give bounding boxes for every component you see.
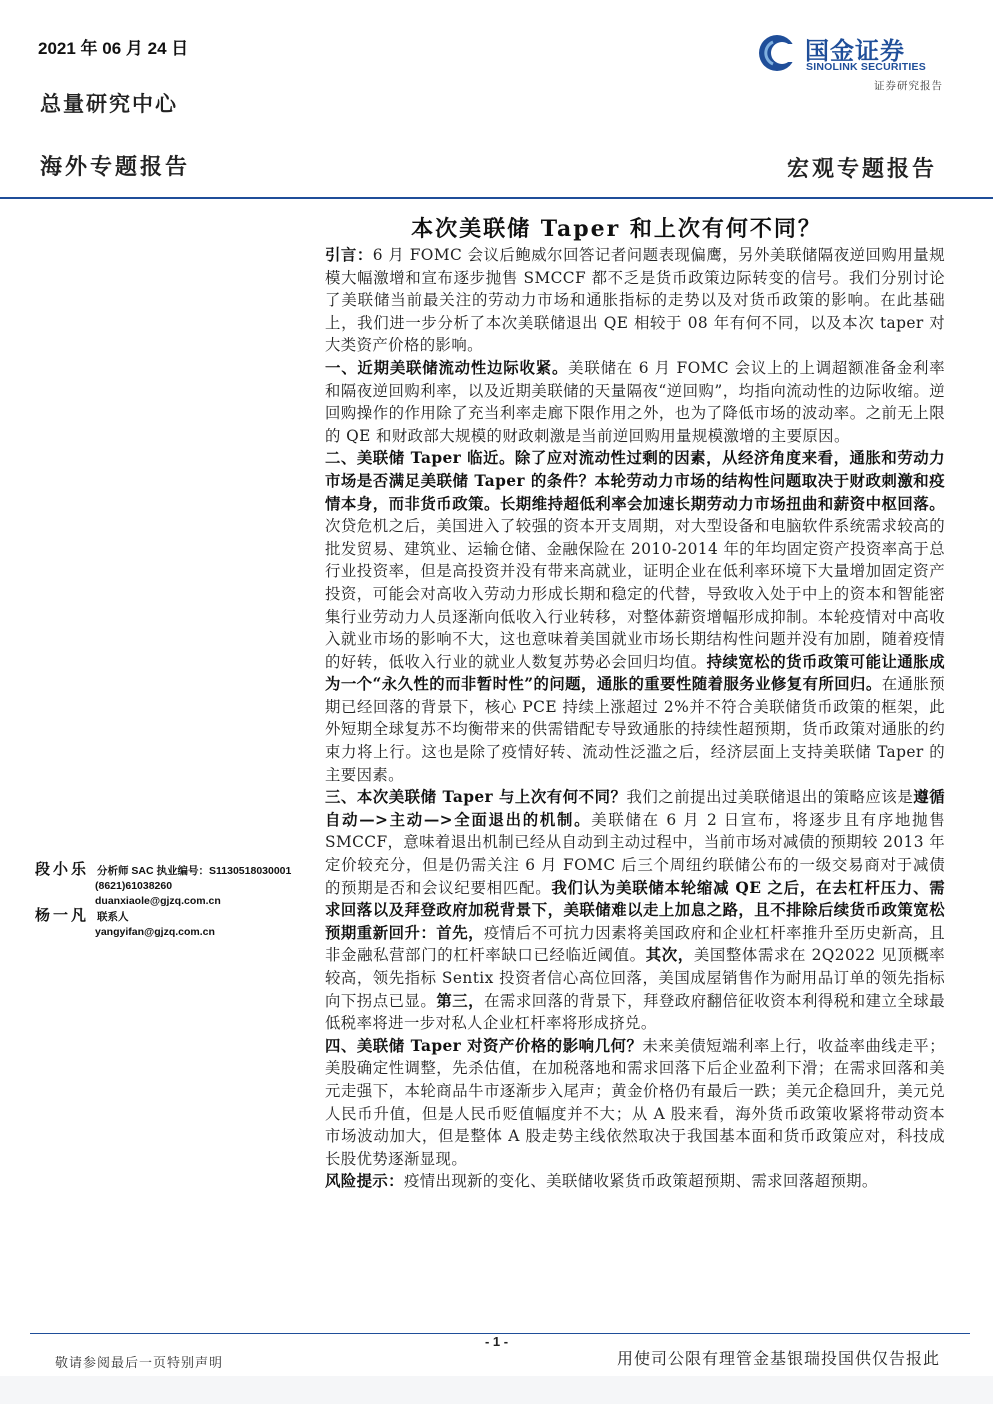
text-run: 6 月 FOMC 会议后鲍威尔回答记者问题表现偏鹰，另外美联储隔夜逆回购用量规模大幅激增和宣布逐步抛售 SMCCF 都不乏是货币政策边际转变的信号。我们分别讨论了美联储当前最关注的劳动力市场和通胀指标的走势以及对货币政策的影响。在此基础上，我们进一步分析了本次美联储退出 QE 相较于 08 年有何不同，以及本次 taper 对大类资产价格的影响。 [325, 246, 946, 355]
disclaimer-note: 敬请参阅最后一页特别声明 [55, 1356, 224, 1371]
research-center-name: 总量研究中心 [40, 91, 178, 116]
body-paragraph [325, 447, 945, 786]
footer-band [0, 1376, 993, 1404]
left-report-type: 海外专题报告 [40, 154, 191, 180]
bold-text-run: 四、美联储 Taper 对资产价格的影响几何？ [325, 1036, 643, 1055]
text-run: 疫情出现新的变化、美联储收紧货币政策超预期、需求回落超预期。 [403, 1172, 878, 1191]
report-date: 2021 年 06 月 24 日 [38, 39, 189, 58]
analyst-name: 段小乐 [35, 860, 90, 878]
analyst-email[interactable]: duanxiaole@gjzq.com.cn [95, 895, 221, 907]
logo-chinese-name: 国金证券 [805, 37, 905, 65]
page-number: - 1 - [484, 1334, 509, 1349]
contact-name: 杨一凡 [35, 906, 90, 924]
text-run: 疫情后不可抗力因素将美国政府和企业杠杆率推升至历史新高，且非金融私营部门的杠杆率缺口已经临近阈值。 [325, 923, 945, 965]
text-run: 美国整体需求在 2Q2022 见顶概率较高，领先指标 Sentix 投资者信心高位回落，美国成屋销售作为耐用品订单的领先指标向下拐点已显。 [325, 946, 945, 1010]
report-title: 本次美联储 Taper 和上次有何不同？ [411, 216, 822, 242]
footer-watermark-text: 用使司公限有理管金基银瑞投国供仅告报此 [617, 1349, 941, 1368]
text-run: 在需求回落的背景下，拜登政府翻倍征收资本利得税和建立全球最低税率将进一步对私人企业杠杆率将形成挤兑。 [325, 991, 945, 1033]
bold-text-run: 我们认为美联储本轮缩减 QE 之后，在去杠杆压力、需求回落以及拜登政府加税背景下，美联储难以走上加息之路，且不排除后续货币政策宽松预期重新回升：首先， [325, 878, 945, 942]
bold-text-run: 风险提示： [325, 1172, 404, 1191]
text-run: 我们之前提出过美联储退出的策略应该是 [626, 788, 914, 807]
logo-subtitle: 证券研究报告 [874, 80, 943, 92]
bold-text-run: 第三， [436, 991, 485, 1010]
text-run: 在通胀预期已经回落的背景下，核心 PCE 持续上涨超过 2%并不符合美联储货币政策的框架，此外短期全球复苏不均衡带来的供需错配专导致通胀的持续性超预期，货币政策对通胀的约束力将上行。这也是除了疫情好转、流动性泛滥之后，经济层面上支持美联储 Taper 的主要因素。 [325, 675, 945, 784]
contact-email[interactable]: yangyifan@gjzq.com.cn [95, 926, 215, 938]
contact-block [35, 904, 215, 940]
text-run: 次贷危机之后，美国进入了较强的资本开支周期，对大型设备和电脑软件系统需求较高的批发贸易、建筑业、运输仓储、金融保险在 2010-2014 年的年均固定资产投资率高于总行业投资率，但是高投资并没有带来高就业，证明企业在低利率环境下大量增加固定资产投资，可能会对高收入劳动力形成长期和稳定的代替，导致收入处于中上的资本和智能密集行业劳动力人员逐渐向低收入行业转移，对整体薪资增幅形成抑制。本轮疫情对中高收入就业市场的影响不大，这也意味着美国就业市场长期结构性问题并没有加剧，随着疫情的好转，低收入行业的就业人数复苏势必会回归均值。 [325, 517, 945, 671]
bold-text-run: 一、近期美联储流动性边际收紧。 [325, 358, 569, 377]
analyst-phone: (8621)61038260 [95, 880, 173, 892]
bold-text-run: 三、本次美联储 Taper 与上次有何不同？ [325, 788, 627, 807]
text-run: 未来美债短端利率上行，收益率曲线走平；美股确定性调整，先杀估值，在加税落地和需求回落下后企业盈利下滑；在需求回落和美元走强下，本轮商品牛市逐渐步入尾声；黄金价格仍有最后一跌；美元企稳回升，美元兑人民币升值，但是人民币贬值幅度并不大；从 A 股来看，海外货币政策收紧将带动资本市场波动加大，但是整体 A 股走势主线依然取决于我国基本面和货币政策应对，科技成长股优势逐渐显现。 [325, 1036, 945, 1168]
report-body [325, 244, 945, 1193]
body-paragraph [325, 357, 945, 447]
logo-english-name: SINOLINK SECURITIES [806, 61, 926, 73]
bold-text-run: 遵循自动—>主动—>全面退出的机制。 [325, 788, 945, 829]
right-report-type: 宏观专题报告 [786, 156, 937, 182]
analyst-block [35, 858, 291, 909]
bold-text-run: 引言： [325, 246, 373, 264]
contact-role: 联系人 [97, 911, 129, 923]
bold-text-run: 二、美联储 Taper 临近。除了应对流动性过剩的因素，从经济角度来看，通胀和劳动力市场是否满足美联储 Taper 的条件？本轮劳动力市场的结构性问题取决于财政刺激和疫情本身，而非货币政策。长期维持超低利率会加速长期劳动力市场扭曲和薪资中枢回落。 [325, 449, 945, 513]
header-divider [0, 197, 993, 199]
bold-text-run: 其次， [645, 946, 694, 965]
body-paragraph [325, 1170, 945, 1193]
body-paragraph [325, 786, 945, 1035]
body-paragraph [325, 244, 945, 357]
bold-text-run: 持续宽松的货币政策可能让通胀成为一个“永久性的而非暂时性”的问题，通胀的重要性随着服务业修复有所回归。 [325, 652, 945, 694]
text-run: 美联储在 6 月 FOMC 会议上的上调超额准备金利率和隔夜逆回购利率，以及近期美联储的天量隔夜“逆回购”，均指向流动性的边际收缩。逆回购操作的作用除了充当利率走廊下限作用之外，也为了降低市场的波动率。之前无上限的 QE 和财政部大规模的财政刺激是当前逆回购用量规模激增的主要原因。 [325, 358, 945, 445]
text-run: 美联储在 6 月 2 日宣布，将逐步且有序地抛售 SMCCF，意味着退出机制已经从自动到主动过程中，当前市场对减债的预期较 2013 年定价较充分，但是仍需关注 6 月 FOMC 后三个周纽约联储公布的一级交易商对于减债的预期是否和会议纪要相匹配。 [325, 810, 945, 897]
body-paragraph [325, 1035, 945, 1171]
analyst-role: 分析师 SAC 执业编号：S1130518030001 [97, 865, 292, 877]
company-logo [757, 30, 943, 76]
